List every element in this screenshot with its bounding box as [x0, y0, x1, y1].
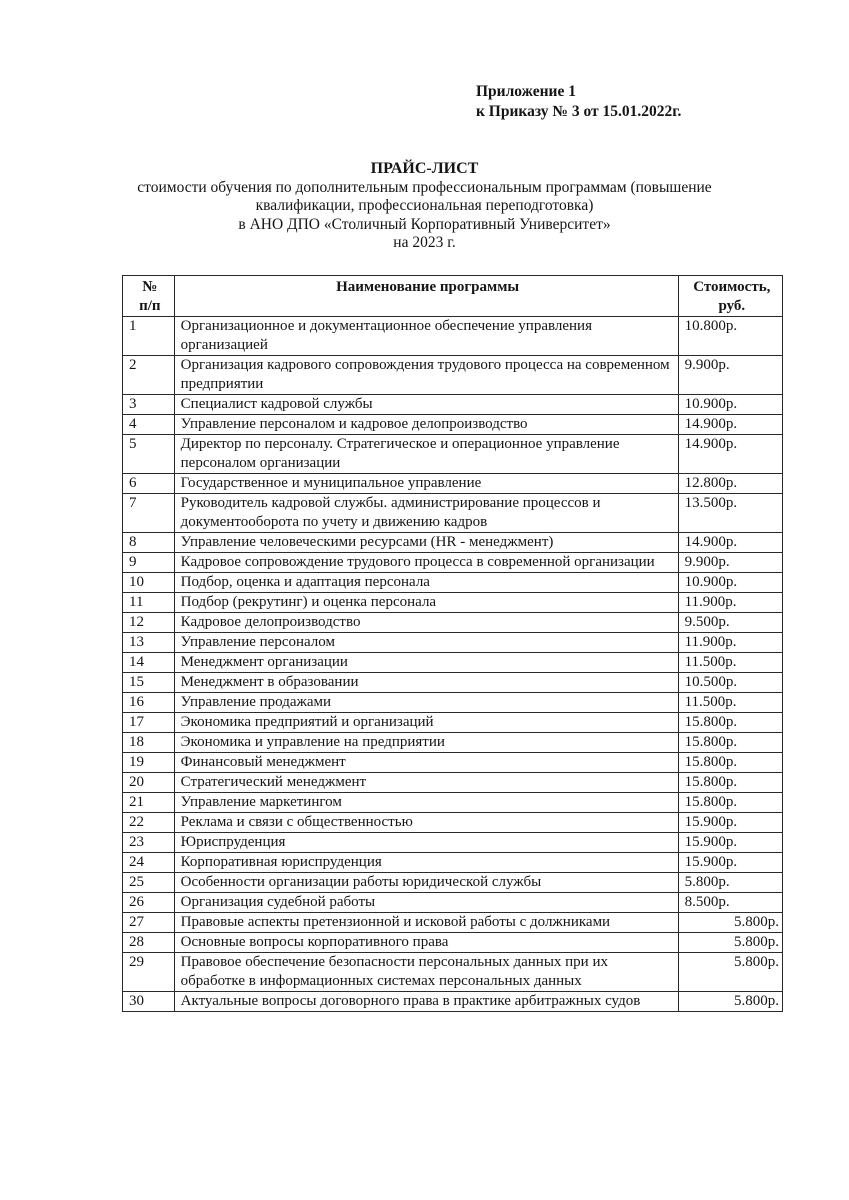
annex-line-2: к Приказу № 3 от 15.01.2022г. — [476, 103, 682, 120]
row-number: 24 — [123, 853, 175, 873]
row-number: 21 — [123, 793, 175, 813]
table-body — [123, 317, 783, 1012]
program-price: 10.500р. — [678, 673, 782, 693]
row-number: 9 — [123, 553, 175, 573]
program-name: Основные вопросы корпоративного права — [174, 933, 678, 953]
program-price: 10.900р. — [678, 395, 782, 415]
row-number: 7 — [123, 494, 175, 533]
row-number: 12 — [123, 613, 175, 633]
program-name: Особенности организации работы юридической службы — [174, 873, 678, 893]
program-price: 11.900р. — [678, 633, 782, 653]
program-price: 10.800р. — [678, 317, 782, 356]
program-name: Управление персоналом — [174, 633, 678, 653]
row-number: 3 — [123, 395, 175, 415]
program-price: 9.900р. — [678, 553, 782, 573]
program-name: Корпоративная юриспруденция — [174, 853, 678, 873]
program-name: Реклама и связи с общественностью — [174, 813, 678, 833]
subtitle-line-4: на 2023 г. — [393, 234, 456, 251]
program-price: 9.500р. — [678, 613, 782, 633]
document-title: ПРАЙС-ЛИСТ — [370, 160, 479, 177]
program-name: Правовые аспекты претензионной и исковой работы с должниками — [174, 913, 678, 933]
subtitle-line-2: квалификации, профессиональная переподготовка) — [255, 197, 594, 214]
program-name: Актуальные вопросы договорного права в практике арбитражных судов — [174, 992, 678, 1012]
table-row — [123, 593, 783, 613]
row-number: 1 — [123, 317, 175, 356]
row-number: 16 — [123, 693, 175, 713]
program-price: 14.900р. — [678, 435, 782, 474]
row-number: 2 — [123, 356, 175, 395]
row-number: 18 — [123, 733, 175, 753]
program-name: Кадровое делопроизводство — [174, 613, 678, 633]
program-name: Специалист кадровой службы — [174, 395, 678, 415]
table-row — [123, 733, 783, 753]
row-number: 14 — [123, 653, 175, 673]
table-row — [123, 813, 783, 833]
row-number: 25 — [123, 873, 175, 893]
subtitle-line-3: в АНО ДПО «Столичный Корпоративный Университет» — [238, 215, 611, 233]
program-name: Организация кадрового сопровождения трудового процесса на современном предприятии — [174, 356, 678, 395]
row-number: 30 — [123, 992, 175, 1012]
program-name: Директор по персоналу. Стратегическое и операционное управление персоналом организации — [174, 435, 678, 474]
program-name: Экономика и управление на предприятии — [174, 733, 678, 753]
row-number: 11 — [123, 593, 175, 613]
annex-note — [476, 82, 681, 122]
row-number: 6 — [123, 474, 175, 494]
table-row — [123, 474, 783, 494]
table-row — [123, 317, 783, 356]
program-price: 8.500р. — [678, 893, 782, 913]
row-number: 15 — [123, 673, 175, 693]
row-number: 28 — [123, 933, 175, 953]
table-row — [123, 713, 783, 733]
row-number: 26 — [123, 893, 175, 913]
header-price — [678, 276, 782, 317]
program-price: 11.500р. — [678, 653, 782, 673]
table-row — [123, 415, 783, 435]
header-program-name: Наименование программы — [174, 276, 678, 317]
program-name: Подбор (рекрутинг) и оценка персонала — [174, 593, 678, 613]
row-number: 8 — [123, 533, 175, 553]
program-name: Государственное и муниципальное управление — [174, 474, 678, 494]
table-row — [123, 893, 783, 913]
program-name: Управление маркетингом — [174, 793, 678, 813]
program-name: Управление продажами — [174, 693, 678, 713]
table-row — [123, 435, 783, 474]
header-number-line-1: № — [142, 279, 158, 295]
row-number: 20 — [123, 773, 175, 793]
table-row — [123, 933, 783, 953]
table-row — [123, 653, 783, 673]
header-price-line-2: руб. — [718, 298, 746, 314]
document-header — [0, 160, 849, 253]
header-number — [123, 276, 175, 317]
row-number: 27 — [123, 913, 175, 933]
annex-line-1: Приложение 1 — [476, 83, 576, 100]
program-price: 15.900р. — [678, 853, 782, 873]
program-price: 14.900р. — [678, 415, 782, 435]
program-price: 12.800р. — [678, 474, 782, 494]
program-price: 5.800р. — [678, 913, 782, 933]
program-price: 10.900р. — [678, 573, 782, 593]
program-name: Управление человеческими ресурсами (HR - менеджмент) — [174, 533, 678, 553]
table-header-row — [123, 276, 783, 317]
table-row — [123, 533, 783, 553]
program-price: 11.900р. — [678, 593, 782, 613]
row-number: 10 — [123, 573, 175, 593]
row-number: 5 — [123, 435, 175, 474]
program-name: Управление персоналом и кадровое делопроизводство — [174, 415, 678, 435]
table-row — [123, 633, 783, 653]
table-row — [123, 753, 783, 773]
row-number: 17 — [123, 713, 175, 733]
program-price: 15.800р. — [678, 753, 782, 773]
program-name: Организационное и документационное обеспечение управления организацией — [174, 317, 678, 356]
program-price: 15.800р. — [678, 733, 782, 753]
row-number: 4 — [123, 415, 175, 435]
program-price: 5.800р. — [678, 953, 782, 992]
row-number: 29 — [123, 953, 175, 992]
program-price: 15.800р. — [678, 713, 782, 733]
program-name: Юриспруденция — [174, 833, 678, 853]
table-row — [123, 853, 783, 873]
program-name: Правовое обеспечение безопасности персональных данных при их обработке в информационных системах персональных данных — [174, 953, 678, 992]
program-name: Стратегический менеджмент — [174, 773, 678, 793]
program-name: Менеджмент организации — [174, 653, 678, 673]
program-price: 9.900р. — [678, 356, 782, 395]
row-number: 13 — [123, 633, 175, 653]
table-row — [123, 494, 783, 533]
program-price: 13.500р. — [678, 494, 782, 533]
table-row — [123, 833, 783, 853]
header-number-line-2: п/п — [139, 298, 161, 314]
program-name: Организация судебной работы — [174, 893, 678, 913]
program-name: Экономика предприятий и организаций — [174, 713, 678, 733]
program-name: Кадровое сопровождение трудового процесса в современной организации — [174, 553, 678, 573]
table-row — [123, 693, 783, 713]
header-price-line-1: Стоимость, — [693, 279, 771, 295]
program-name: Руководитель кадровой службы. администрирование процессов и документооборота по учету и движению кадров — [174, 494, 678, 533]
program-price: 5.800р. — [678, 873, 782, 893]
subtitle-line-1: стоимости обучения по дополнительным профессиональным программам (повышение — [137, 178, 712, 196]
table-row — [123, 992, 783, 1012]
table-row — [123, 953, 783, 992]
table-row — [123, 873, 783, 893]
program-name: Менеджмент в образовании — [174, 673, 678, 693]
program-price: 14.900р. — [678, 533, 782, 553]
row-number: 23 — [123, 833, 175, 853]
table-row — [123, 613, 783, 633]
table-row — [123, 673, 783, 693]
program-price: 15.900р. — [678, 813, 782, 833]
row-number: 22 — [123, 813, 175, 833]
table-row — [123, 913, 783, 933]
row-number: 19 — [123, 753, 175, 773]
table-row — [123, 573, 783, 593]
program-price: 11.500р. — [678, 693, 782, 713]
table-row — [123, 553, 783, 573]
program-price: 5.800р. — [678, 933, 782, 953]
table-row — [123, 395, 783, 415]
program-price: 15.800р. — [678, 773, 782, 793]
program-price: 5.800р. — [678, 992, 782, 1012]
table-row — [123, 356, 783, 395]
program-price: 15.800р. — [678, 793, 782, 813]
program-price: 15.900р. — [678, 833, 782, 853]
price-table — [122, 275, 783, 1012]
table-row — [123, 773, 783, 793]
table-row — [123, 793, 783, 813]
program-name: Подбор, оценка и адаптация персонала — [174, 573, 678, 593]
program-name: Финансовый менеджмент — [174, 753, 678, 773]
